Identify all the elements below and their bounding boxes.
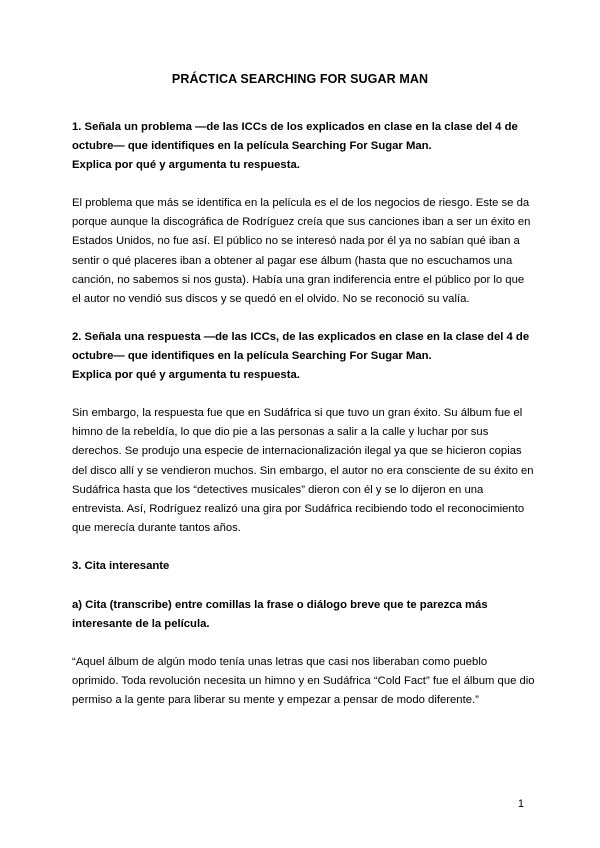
- question-3a-line: interesante de la película.: [72, 618, 210, 631]
- answer-2-line: himno de la rebeldía, lo que dio pie a las personas a salir a la calle y luchar por sus: [72, 426, 489, 439]
- page-number: 1: [517, 798, 524, 810]
- quote-line: oprimido. Toda revolución necesita un himno y en Sudáfrica “Cold Fact” fue el álbum que dio: [72, 675, 535, 688]
- question-2-line: Explica por qué y argumenta tu respuesta.: [72, 369, 300, 382]
- quote-line: “Aquel álbum de algún modo tenía unas letras que casi nos liberaban como pueblo: [72, 656, 488, 668]
- question-2-line: octubre— que identifiques en la película Searching For Sugar Man.: [72, 350, 432, 363]
- answer-1-line: el autor no vendió sus discos y se quedó en el olvido. No se reconoció su valía.: [72, 293, 470, 306]
- question-1-line: octubre— que identifiques en la película Searching For Sugar Man.: [72, 140, 432, 153]
- question-1-line: 1. Señala un problema —de las ICCs de los explicados en clase en la clase del 4 de: [72, 121, 518, 133]
- question-1-line: Explica por qué y argumenta tu respuesta.: [72, 159, 300, 172]
- answer-2-line: derechos. Se produjo una especie de internacionalización ilegal ya que se hicieron copias: [72, 445, 522, 458]
- answer-2-line: entrevista. Así, Rodríguez realizó una gira por Sudáfrica recibiendo todo el reconocimiento: [72, 503, 525, 516]
- question-2-line: 2. Señala una respuesta —de las ICCs, de las explicados en clase en la clase del 4 de: [72, 331, 530, 343]
- section-3-heading: [72, 557, 532, 576]
- question-1: [72, 118, 532, 176]
- document-title: PRÁCTICA SEARCHING FOR SUGAR MAN: [171, 72, 429, 86]
- answer-2-line: Sin embargo, la respuesta fue que en Sudáfrica si que tuvo un gran éxito. Su álbum fue el: [72, 407, 523, 419]
- answer-1-line: porque aunque la discográfica de Rodríguez creía que sus canciones iban a ser un éxito en: [72, 216, 531, 229]
- answer-2-line: que merecía durante tantos años.: [72, 522, 241, 535]
- answer-1: [72, 194, 532, 309]
- answer-1-line: sentir o qué placeres iban a obtener al pagar ese álbum (hasta que no escuchamos una: [72, 254, 513, 267]
- answer-2-line: del disco allí y se vendieron muchos. Sin embargo, el autor no era consciente de su éxito en: [72, 464, 534, 477]
- answer-1-line: El problema que más se identifica en la película es el de los negocios de riesgo. Este se da: [72, 197, 530, 209]
- section-3-heading-text: 3. Cita interesante: [72, 560, 170, 572]
- quote: [72, 653, 535, 711]
- answer-1-line: Estados Unidos, no fue así. El público no se interesó nada por él ya no sabían qué iban a: [72, 235, 520, 248]
- answer-1-line: canción, no sabemos si nos gusta). Había una gran indiferencia entre el público por lo que: [72, 273, 525, 286]
- quote-line: permiso a la gente para liberar su mente y empezar a pensar de modo diferente.”: [72, 694, 479, 707]
- answer-2: [72, 404, 532, 538]
- answer-2-line: Sudáfrica hasta que los “detectives musicales” dieron con él y se lo dijeron en una: [72, 483, 484, 496]
- question-3a: [72, 596, 532, 634]
- question-3a-line: a) Cita (transcribe) entre comillas la frase o diálogo breve que te parezca más: [72, 599, 488, 611]
- question-2: [72, 328, 532, 386]
